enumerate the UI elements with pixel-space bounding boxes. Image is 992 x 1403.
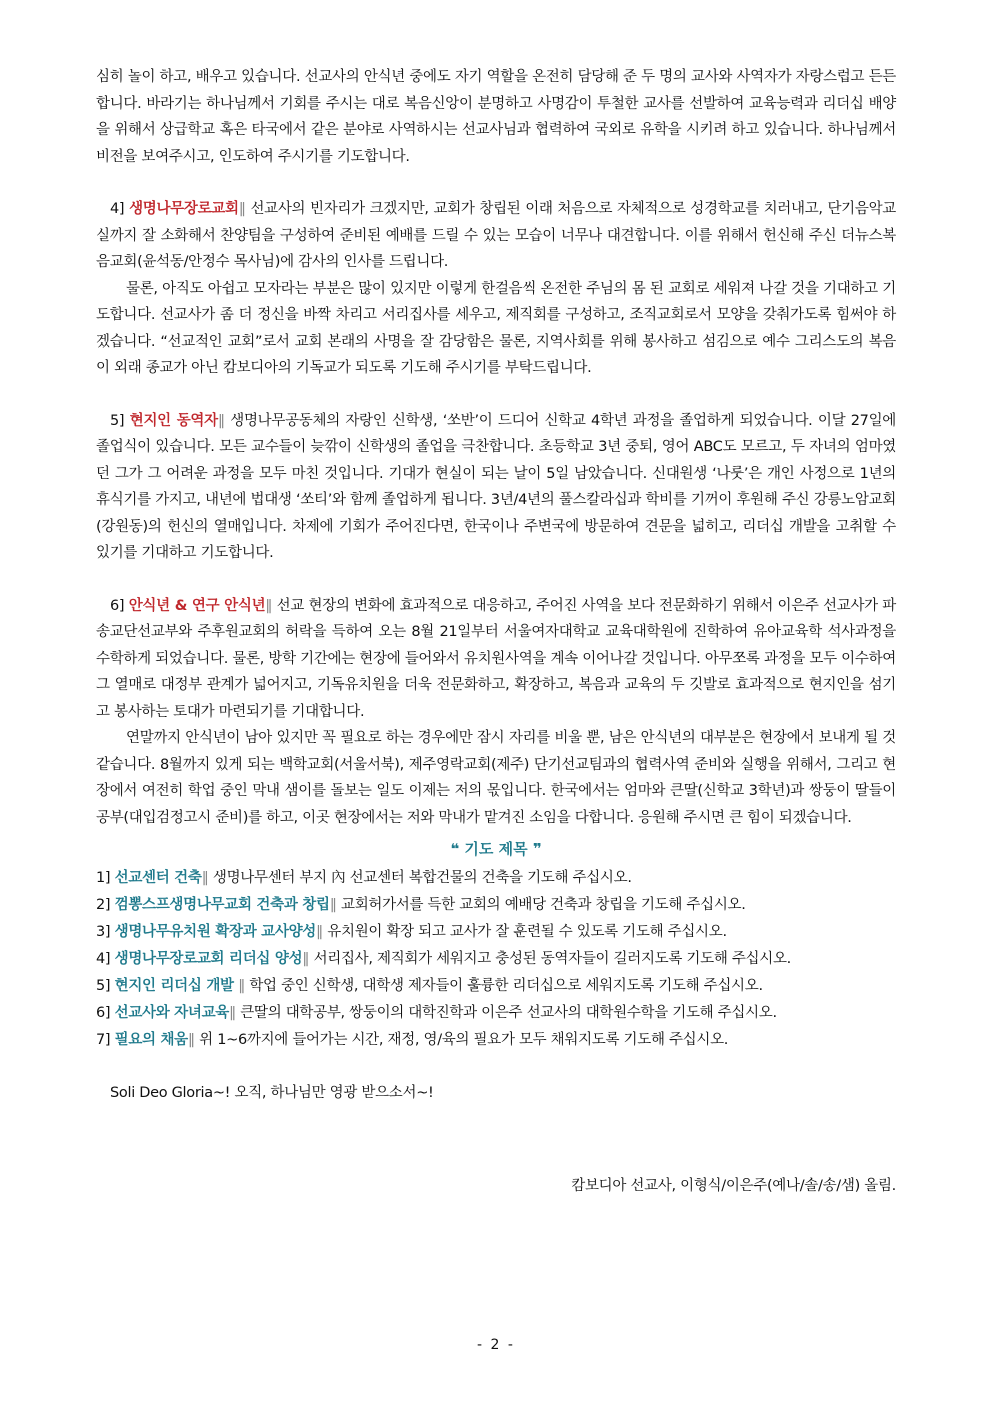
document-body	[96, 64, 896, 1199]
prayer-item-mark: ‖	[229, 1005, 236, 1021]
prayer-item-text: 큰딸의 대학공부, 쌍둥이의 대학진학과 이은주 선교사의 대학원수학을 기도해 주십시오.	[240, 1005, 777, 1021]
section-4-title: 생명나무장로교회	[129, 201, 239, 217]
section-4-paragraph-2: 물론, 아직도 아쉽고 모자라는 부분은 많이 있지만 이렇게 한걸음씩 온전한 주님의 몸 된 교회로 세워져 나갈 것을 기대하고 기도합니다. 선교사가 좀 더 정신을 바짝 차리고 서리집사를 세우고, 제직회를 구성하고, 조직교회로서 모양을 갖춰가도록 힘써야 하겠습니다. “선교적인 교회”로서 교회 본래의 사명을 잘 감당함은 물론, 지역사회를 위해 봉사하고 섬김으로 예수 그리스도의 복음이 외래 종교가 아닌 캄보디아의 기독교가 되도록 기도해 주시기를 부탁드립니다.	[96, 280, 896, 376]
prayer-item-mark: ‖	[302, 951, 310, 967]
prayer-item	[96, 1000, 896, 1027]
section-5-text: 생명나무공동체의 자랑인 신학생, ‘쏘반’이 드디어 신학교 4학년 과정을 졸업하게 되었습니다. 이달 27일에 졸업식이 있습니다. 모든 교수들이 늦깎이 신학생의 졸업을 극찬합니다. 초등학교 3년 중퇴, 영어 ABC도 모르고, 두 자녀의 엄마였던 그가 그 어려운 과정을 모두 마친 것입니다. 기대가 현실이 되는 날이 5일 남았습니다. 신대원생 ‘나룻’은 개인 사정으로 1년의 휴식기를 가지고, 내년에 법대생 ‘쏘티’와 함께 졸업하게 됩니다. 3년/4년의 풀스칼라십과 학비를 기꺼이 후원해 주신 강릉노암교회(강원동)의 헌신의 열매입니다. 차제에 기회가 주어진다면, 한국이나 주변국에 방문하여 견문을 넓히고, 리더십 개발을 고취할 수 있기를 기대하고 기도합니다.	[96, 412, 896, 561]
section-5-number: 5]	[110, 412, 125, 429]
closing-line: Soli Deo Gloria~! 오직, 하나님만 영광 받으소서~!	[110, 1085, 434, 1101]
prayer-item-mark: ‖	[187, 1032, 195, 1048]
prayer-item-text: 유치원이 확장 되고 교사가 잘 훈련될 수 있도록 기도해 주십시오.	[327, 924, 727, 940]
section-6-paragraph-2: 연말까지 안식년이 남아 있지만 꼭 필요로 하는 경우에만 잠시 자리를 비울 뿐, 남은 안식년의 대부분은 현장에서 보내게 될 것 같습니다. 8월까지 있게 되는 백학교회(서울서북), 제주영락교회(제주) 단기선교팀과의 협력사역 준비와 실행을 위해서, 그리고 현장에서 여전히 학업 중인 막내 샘이를 돌보는 일도 이제는 저의 몫입니다. 한국에서는 엄마와 큰딸(신학교 3학년)과 쌍둥이 딸들이 공부(대입검정고시 준비)를 하고, 이곳 현장에서는 저와 막내가 맡겨진 소임을 다합니다. 응원해 주시면 큰 힘이 되겠습니다.	[96, 730, 896, 826]
section-6-number: 6]	[110, 597, 125, 614]
prayer-item	[96, 973, 896, 1000]
section-4-paragraph	[96, 196, 896, 276]
prayer-item-title: 필요의 채움	[114, 1032, 188, 1048]
prayer-item-title: 껌뽕스프생명나무교회 건축과 창립	[114, 897, 330, 913]
prayer-item-number: 3]	[96, 924, 111, 940]
prayer-title-text: 기도 제목	[464, 840, 528, 858]
prayer-item-mark: ‖	[201, 870, 209, 886]
prayer-item-number: 1]	[96, 870, 111, 886]
prayer-item-title: 선교사와 자녀교육	[114, 1005, 230, 1021]
section-5-paragraph	[96, 408, 896, 567]
prayer-item-number: 2]	[96, 897, 111, 913]
section-5-title: 현지인 동역자	[129, 412, 218, 429]
prayer-item-number: 6]	[96, 1005, 111, 1021]
section-6-title: 안식년 & 연구 안식년	[128, 597, 266, 614]
section-4-text: 선교사의 빈자리가 크겠지만, 교회가 창립된 이래 처음으로 자체적으로 성경학교를 치러내고, 단기음악교실까지 잘 소화해서 찬양팀을 구성하여 준비된 예배를 드릴 수 있는 모습이 너무나 대견합니다. 이를 위해서 헌신해 주신 더뉴스복음교회(윤석동/안정수 목사님)에 감사의 인사를 드립니다.	[96, 201, 897, 270]
section-6-mark: ‖	[265, 597, 273, 614]
close-quote-icon: ❞	[532, 840, 542, 858]
prayer-item-text: 생명나무센터 부지 內 선교센터 복합건물의 건축을 기도해 주십시오.	[212, 870, 632, 886]
prayer-item	[96, 1027, 896, 1054]
prayer-item	[96, 892, 896, 919]
prayer-item-text: 학업 중인 신학생, 대학생 제자들이 훌륭한 리더십으로 세워지도록 기도해 주십시오.	[249, 978, 763, 994]
prayer-item-title: 현지인 리더십 개발	[114, 978, 234, 994]
section-4-mark: ‖	[238, 201, 246, 217]
section-4-number: 4]	[110, 201, 125, 217]
prayer-item-mark: ‖	[329, 897, 337, 913]
prayer-item-number: 7]	[96, 1032, 111, 1048]
prayer-item-title: 선교센터 건축	[114, 870, 202, 886]
signature: 캄보디아 선교사, 이형식/이은주(예나/솔/송/샘) 올림.	[571, 1177, 896, 1194]
prayer-item-title: 생명나무장로교회 리더십 양성	[114, 951, 303, 967]
section-5-mark: ‖	[217, 412, 225, 429]
prayer-item-mark: ‖	[238, 978, 246, 994]
open-quote-icon: ❝	[450, 840, 460, 858]
prayer-item-title: 생명나무유치원 확장과 교사양성	[114, 924, 317, 940]
prayer-item-text: 서리집사, 제직회가 세워지고 충성된 동역자들이 길러지도록 기도해 주십시오.	[313, 951, 791, 967]
section-6-paragraph	[96, 593, 896, 726]
prayer-item	[96, 946, 896, 973]
prayer-title	[96, 835, 896, 863]
prayer-list	[96, 865, 896, 1054]
intro-paragraph: 심히 놀이 하고, 배우고 있습니다. 선교사의 안식년 중에도 자기 역할을 온전히 담당해 준 두 명의 교사와 사역자가 자랑스럽고 든든합니다. 바라기는 하나님께서 기회를 주시는 대로 복음신앙이 분명하고 사명감이 투철한 교사를 선발하여 교육능력과 리더십 배양을 위해서 상급학교 혹은 타국에서 같은 분야로 사역하시는 선교사님과 협력하여 국외로 유학을 시키려 하고 있습니다. 하나님께서 비전을 보여주시고, 인도하여 주시기를 기도합니다.	[96, 69, 896, 165]
prayer-item-text: 위 1~6까지에 들어가는 시간, 재정, 영/육의 필요가 모두 채워지도록 기도해 주십시오.	[199, 1032, 729, 1048]
section-6-text: 선교 현장의 변화에 효과적으로 대응하고, 주어진 사역을 보다 전문화하기 위해서 이은주 선교사가 파송교단선교부와 주후원교회의 허락을 득하여 오는 8월 21일부터 서울여자대학교 교육대학원에 진학하여 유아교육학 석사과정을 수학하게 되었습니다. 물론, 방학 기간에는 현장에 들어와서 유치원사역을 계속 이어나갈 것입니다. 아무쪼록 과정을 모두 이수하여 그 열매로 대정부 관계가 넓어지고, 기독유치원을 더욱 전문화하고, 확장하고, 복음과 교육의 두 깃발로 효과적으로 현지인을 섬기고 봉사하는 토대가 마련되기를 기대합니다.	[96, 597, 896, 720]
prayer-item-mark: ‖	[316, 924, 323, 940]
prayer-item	[96, 865, 896, 892]
prayer-item-text: 교회허가서를 득한 교회의 예배당 건축과 창립을 기도해 주십시오.	[340, 897, 746, 913]
prayer-item	[96, 919, 896, 946]
prayer-item-number: 5]	[96, 978, 111, 994]
prayer-item-number: 4]	[96, 951, 111, 967]
page-number: - 2 -	[477, 1337, 515, 1353]
